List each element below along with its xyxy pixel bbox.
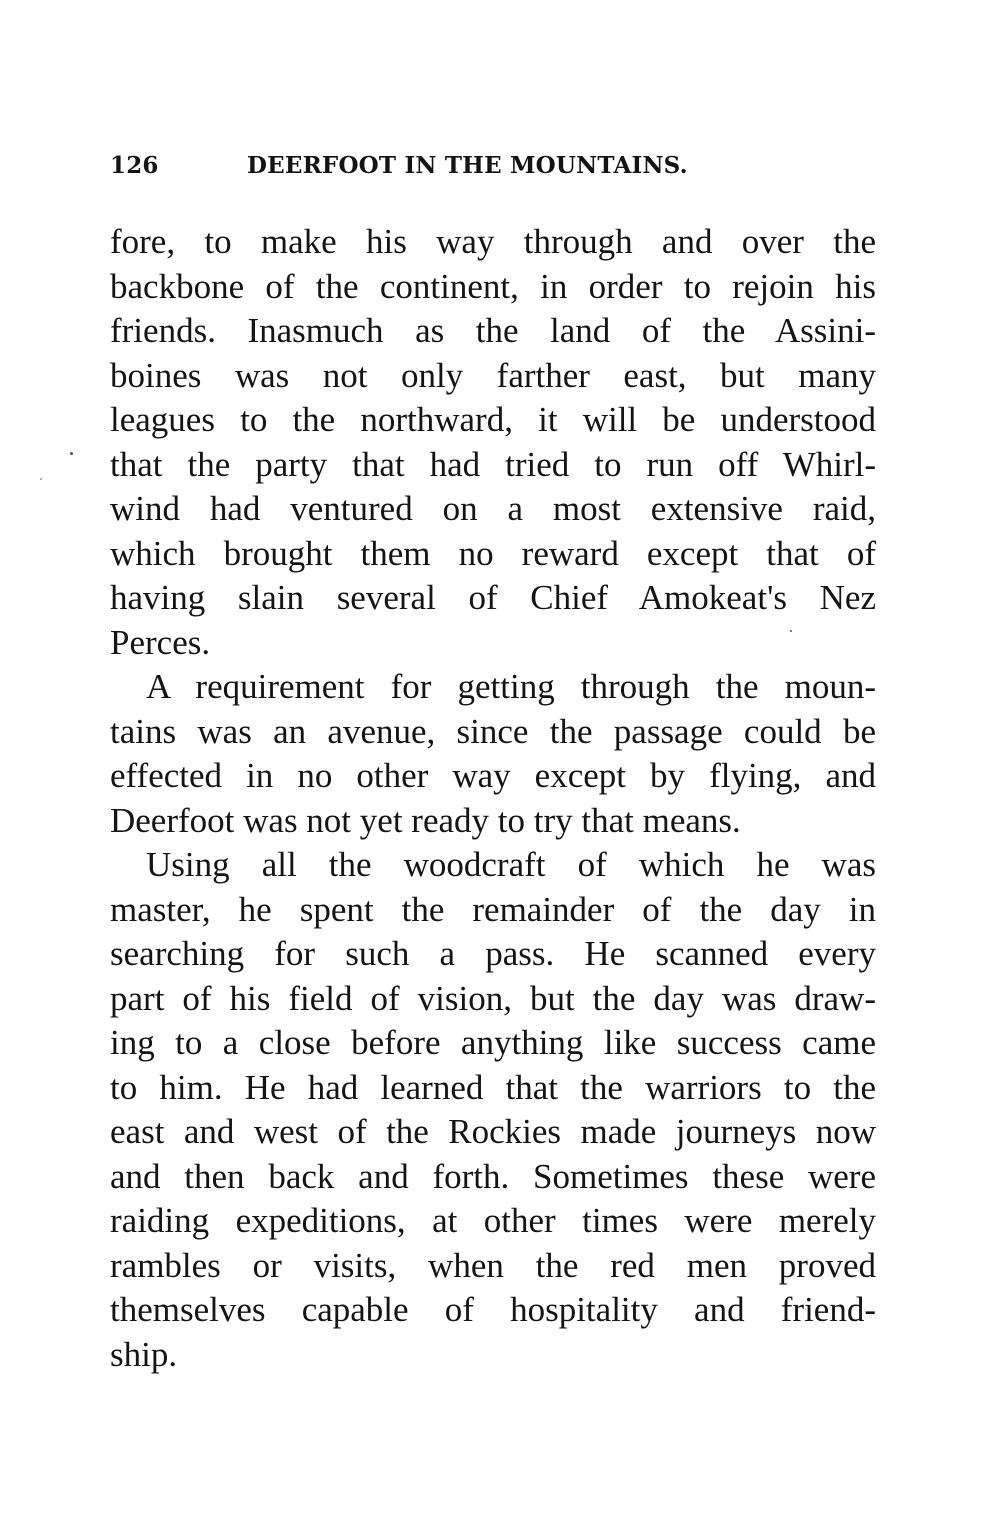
- text-line: raiding expeditions, at other times were merely: [110, 1201, 876, 1240]
- page-header: [110, 152, 880, 192]
- text-line: leagues to the northward, it will be understood: [110, 400, 876, 439]
- text-line: Deerfoot was not yet ready to try that means.: [110, 800, 741, 840]
- running-title: DEERFOOT IN THE MOUNTAINS.: [247, 152, 688, 179]
- text-line: to him. He had learned that the warriors to the: [110, 1067, 876, 1107]
- text-line: themselves capable of hospitality and friend-: [110, 1290, 876, 1329]
- text-line: and then back and forth. Sometimes these were: [110, 1156, 876, 1196]
- text-line: boines was not only farther east, but many: [110, 355, 876, 395]
- body-text: [110, 220, 876, 1377]
- text-line: master, he spent the remainder of the day in: [110, 889, 876, 929]
- scan-speck: [790, 630, 792, 632]
- text-line: searching for such a pass. He scanned every: [110, 934, 876, 973]
- page-number: 126: [110, 152, 159, 179]
- scan-speck: [70, 452, 73, 455]
- scan-speck: [40, 478, 42, 480]
- text-line: wind had ventured on a most extensive raid,: [110, 489, 876, 528]
- text-line: Using all the woodcraft of which he was: [146, 845, 876, 884]
- text-line: part of his field of vision, but the day was draw-: [110, 978, 876, 1018]
- text-line: effected in no other way except by flying, and: [110, 756, 876, 795]
- text-line: which brought them no reward except that of: [110, 533, 876, 573]
- text-line: having slain several of Chief Amokeat's Nez: [110, 578, 876, 617]
- text-line: east and west of the Rockies made journeys now: [110, 1112, 876, 1151]
- text-line: ing to a close before anything like success came: [110, 1023, 876, 1062]
- text-line: that the party that had tried to run off Whirl-: [110, 444, 876, 484]
- text-line: A requirement for getting through the moun-: [146, 667, 876, 706]
- text-line: Perces.: [110, 622, 211, 662]
- text-line: backbone of the continent, in order to rejoin his: [110, 266, 876, 306]
- text-line: ship.: [110, 1334, 178, 1374]
- text-line: tains was an avenue, since the passage could be: [110, 711, 876, 751]
- text-line: fore, to make his way through and over the: [110, 222, 876, 261]
- text-line: rambles or visits, when the red men proved: [110, 1245, 876, 1285]
- text-line: friends. Inasmuch as the land of the Assini-: [110, 311, 876, 350]
